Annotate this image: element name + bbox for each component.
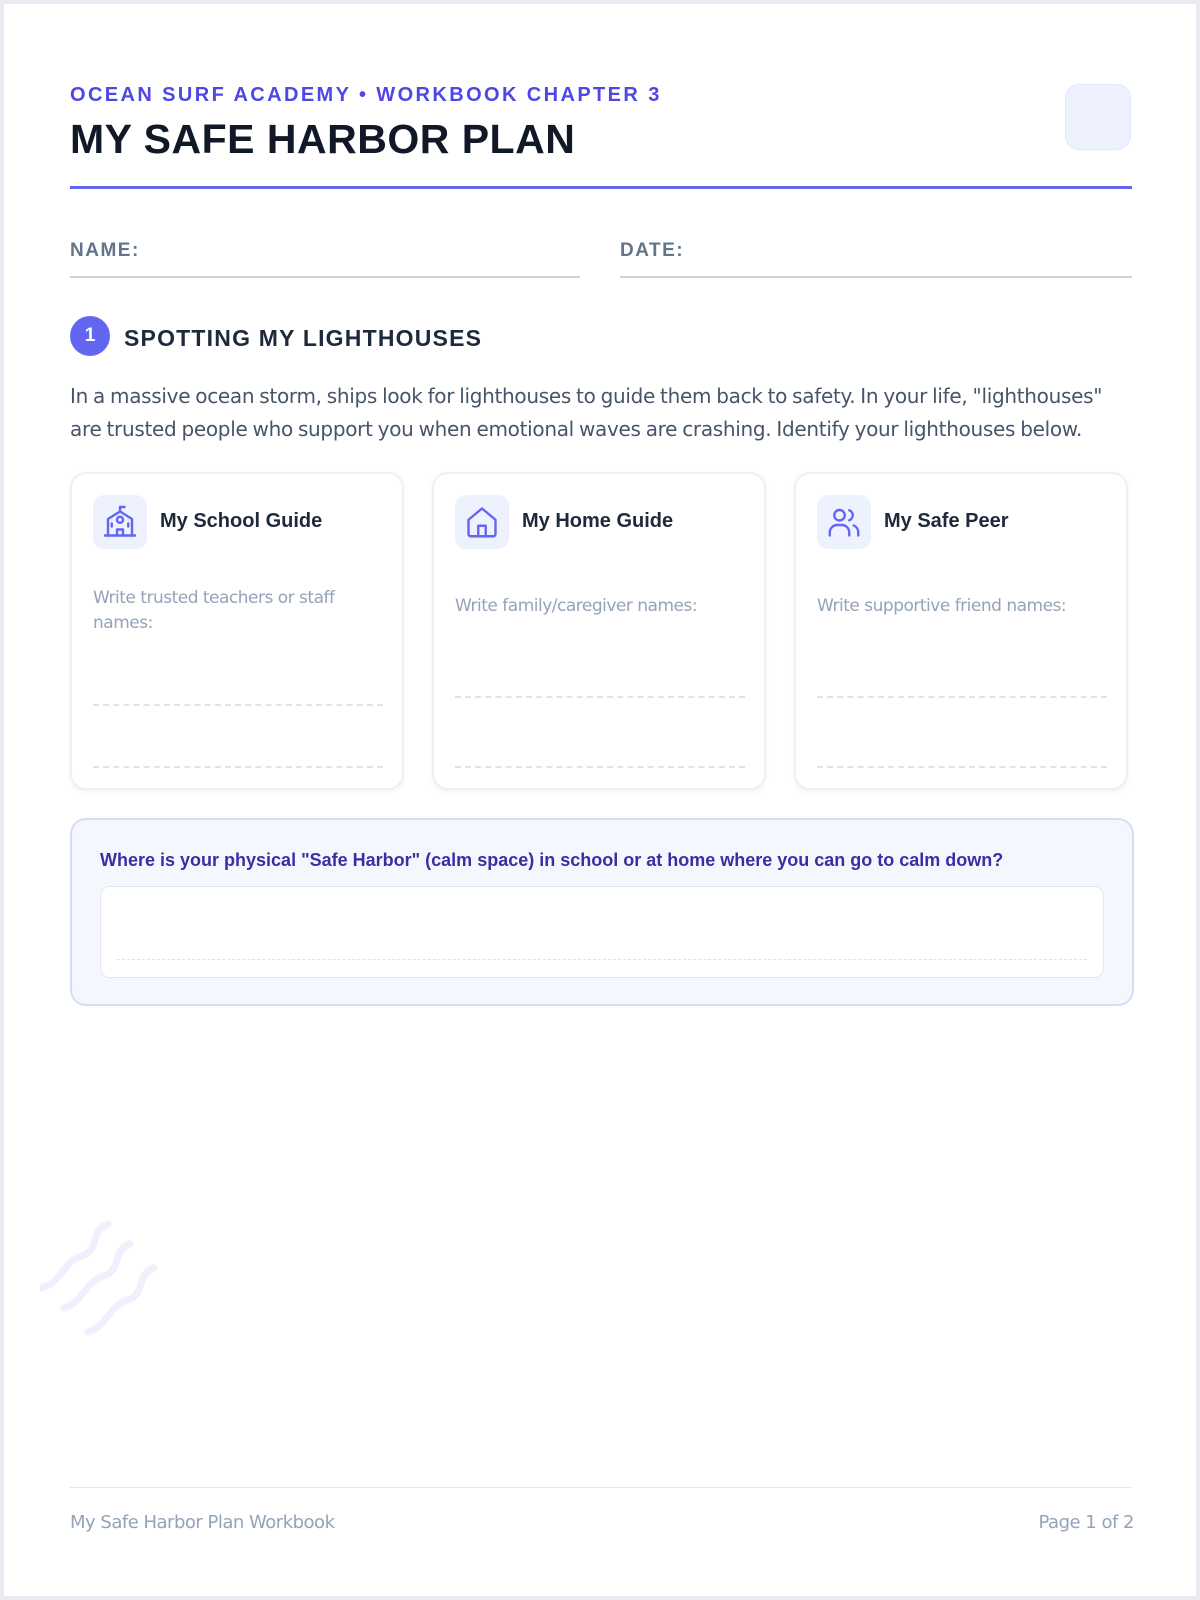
header-divider xyxy=(70,186,1132,189)
footer-title: My Safe Harbor Plan Workbook xyxy=(70,1512,335,1533)
section-title: SPOTTING MY LIGHTHOUSES xyxy=(124,325,483,351)
card-title: My Home Guide xyxy=(522,510,674,532)
write-line[interactable] xyxy=(93,704,383,706)
card-prompt: Write family/caregiver names: xyxy=(455,596,698,616)
name-label: NAME: xyxy=(70,240,140,261)
card-home-guide xyxy=(432,472,766,790)
card-safe-peer xyxy=(794,472,1128,790)
school-icon xyxy=(93,495,147,549)
write-line[interactable] xyxy=(93,766,383,768)
write-line[interactable] xyxy=(455,696,745,698)
card-school-guide xyxy=(70,472,404,790)
section-number-badge: 1 xyxy=(70,316,110,356)
write-line[interactable] xyxy=(117,959,1087,960)
write-line[interactable] xyxy=(817,766,1107,768)
card-prompt: Write supportive friend names: xyxy=(817,596,1067,616)
card-title: My Safe Peer xyxy=(884,510,1009,532)
name-field[interactable] xyxy=(70,276,580,278)
card-prompt: Write trusted teachers or staff names: xyxy=(93,588,335,633)
section-intro: In a massive ocean storm, ships look for lighthouses to guide them back to safety. In your life, "lighthouses" are trusted people who support you when emotional waves are crashing. Identify your lighthouses below. xyxy=(70,384,1103,441)
logo-placeholder xyxy=(1065,84,1131,150)
page-number: Page 1 of 2 xyxy=(1038,1512,1134,1533)
date-label: DATE: xyxy=(620,240,685,261)
worksheet-page xyxy=(4,4,1196,1596)
date-field[interactable] xyxy=(620,276,1132,278)
card-title: My School Guide xyxy=(160,510,323,532)
safe-harbor-panel xyxy=(70,818,1134,1006)
page-title: MY SAFE HARBOR PLAN xyxy=(70,116,576,162)
users-icon xyxy=(817,495,871,549)
write-line[interactable] xyxy=(455,766,745,768)
safe-harbor-answer-box[interactable] xyxy=(100,886,1104,978)
home-icon xyxy=(455,495,509,549)
write-line[interactable] xyxy=(817,696,1107,698)
waves-icon xyxy=(40,1220,164,1340)
footer-divider xyxy=(70,1487,1132,1488)
workbook-eyebrow: OCEAN SURF ACADEMY • WORKBOOK CHAPTER 3 xyxy=(70,84,662,106)
safe-harbor-question: Where is your physical "Safe Harbor" (calm space) in school or at home where you can go to calm down? xyxy=(100,850,1004,870)
